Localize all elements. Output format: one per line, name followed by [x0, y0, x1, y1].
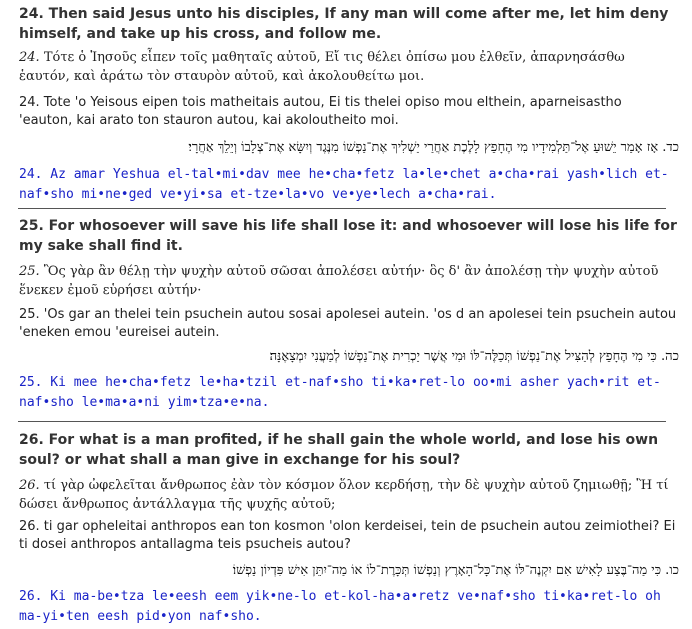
verse-26-phonetic: 26. Ki ma-be•tza le•eesh eem yik•ne-lo et-kol-ha•a•retz ve•naf•sho ti•ka•ret-lo oh ma-yi•ten eesh pid•yon naf•sho.: [19, 589, 661, 624]
verse-26-greek-number: 26.: [19, 478, 40, 493]
verse-25-greek-number: 25.: [19, 264, 40, 279]
verse-26-transliteration: 26. ti gar opheleitai anthropos ean ton kosmon 'olon kerdeisei, tein de psuchein autou zeimiothei? Ei ti dosei anthropos antallagma teis psucheis autou?: [19, 519, 676, 552]
divider: [18, 208, 666, 209]
verse-24-english: 24. Then said Jesus unto his disciples, If any man will come after me, let him deny himself, and take up his cross, and follow me.: [19, 6, 669, 42]
divider: [18, 421, 666, 422]
verse-24-hebrew: כד. אָז אָמַר יֵשׁוּעַ אֶל־תַּלְמִידָיו מִי הֶחָפֵץ לָלֶכֶת אַחֲרַי יַשְׁלִיךְ אֶת־נַפְשׁוֹ מִנֶּגֶד וְיִשָּׂא אֶת־צְלָבוֹ וְיֵלֵךְ אַחֲרָי׃: [188, 140, 679, 155]
verse-26-english: 26. For what is a man profited, if he shall gain the whole world, and lose his own soul? or what shall a man give in exchange for his soul?: [19, 432, 659, 468]
verse-24-greek: [19, 48, 679, 86]
verse-26-hebrew: כו. כִּי מַה־בֶּצַע לָאִישׁ אִם יִקְנֶה־לּוֹ אֶת־כָּל־הָאָרֶץ וְנַפְשׁוֹ תְּכָּרֶת־לוֹ אוֹ מַה־יִתֵּן אִישׁ פִּדְיוֹן נַפְשׁוֹ׃: [232, 563, 679, 578]
verse-25-transliteration: 25. 'Os gar an thelei tein psuchein autou sosai apolesei autein. 'os d an apolesei tein psuchein autou 'eneken emou 'eureisei autein.: [19, 307, 677, 340]
verse-25-english: 25. For whosoever will save his life shall lose it: and whosoever will lose his life for my sake shall find it.: [19, 218, 677, 254]
verse-24-greek-number: 24.: [19, 50, 40, 65]
verse-25-greek: [19, 262, 679, 300]
verse-24-transliteration: 24. Tote 'o Yeisous eipen tois matheitais autou, Ei tis thelei opiso mou elthein, aparneisastho 'eauton, kai arato ton stauron autou, kai akoloutheito moi.: [19, 95, 622, 128]
verse-26-greek-text: τί γὰρ ὠφελεῖται ἄνθρωπος ἐὰν τὸν κόσμον ὅλον κερδήσῃ, τὴν δὲ ψυχὴν αὐτοῦ ζημιωθῇ; Ἢ τί δώσει ἄνθρωπος ἀντάλλαγμα τῆς ψυχῆς αὐτοῦ;: [19, 478, 669, 512]
verse-25-hebrew: כה. כִּי מִי הֶחָפֵץ לְהַצִּיל אֶת־נַפְשׁוֹ תְּכַלֶּה־לּוֹ וּמִי אֲשֶׁר יַכְרִית אֶת־נַפְשׁוֹ לְמַעֲנִי יִמְצָאֶנָּה׃: [269, 349, 679, 364]
verse-26-greek: [19, 476, 679, 514]
verse-24-phonetic: 24. Az amar Yeshua el-tal•mi•dav mee he•cha•fetz la•le•chet a•cha•rai yash•lich et-naf•sho mi•ne•ged ve•yi•sa et-tze•la•vo ve•ye•lech a•cha•rai.: [19, 167, 669, 202]
verse-25-greek-text: Ὃς γὰρ ἂν θέλῃ τὴν ψυχὴν αὐτοῦ σῶσαι ἀπολέσει αὐτήν· ὃς δ' ἂν ἀπολέσῃ τὴν ψυχὴν αὐτοῦ ἕνεκεν ἐμοῦ εὑρήσει αὐτήν·: [19, 264, 659, 298]
verse-25-phonetic: 25. Ki mee he•cha•fetz le•ha•tzil et-naf•sho ti•ka•ret-lo oo•mi asher yach•rit et-naf•sho le•ma•a•ni yim•tza•e•na.: [19, 375, 661, 410]
verse-24-greek-text: Τότε ὁ Ἰησοῦς εἶπεν τοῖς μαθηταῖς αὐτοῦ, Εἴ τις θέλει ὀπίσω μου ἐλθεῖν, ἀπαρνησάσθω ἑαυτόν, καὶ ἀράτω τὸν σταυρὸν αὐτοῦ, καὶ ἀκολουθείτω μοι.: [19, 50, 625, 84]
